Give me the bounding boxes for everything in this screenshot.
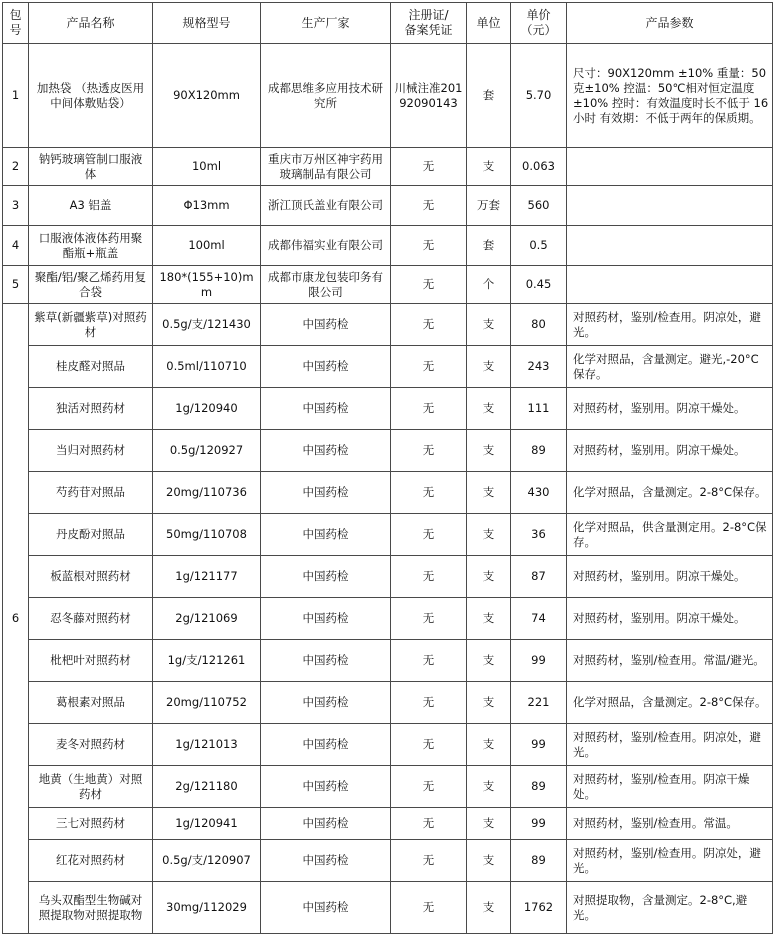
table-row bbox=[3, 766, 773, 808]
cell-spec: 50mg/110708 bbox=[153, 514, 261, 556]
cell-maker: 中国药检 bbox=[261, 514, 391, 556]
cell-unit: 支 bbox=[467, 388, 511, 430]
cell-maker: 中国药检 bbox=[261, 682, 391, 724]
cell-params: 化学对照品，含量测定。避光,-20°C保存。 bbox=[567, 346, 773, 388]
cell-spec: 2g/121180 bbox=[153, 766, 261, 808]
table-row bbox=[3, 556, 773, 598]
cell-cert: 无 bbox=[391, 682, 467, 724]
cell-name: 葛根素对照品 bbox=[29, 682, 153, 724]
cell-name: 红花对照药材 bbox=[29, 840, 153, 882]
table-row bbox=[3, 266, 773, 304]
cell-name: 地黄（生地黄）对照药材 bbox=[29, 766, 153, 808]
cell-name: 桂皮醛对照品 bbox=[29, 346, 153, 388]
cell-cert: 无 bbox=[391, 556, 467, 598]
cell-cert: 无 bbox=[391, 148, 467, 186]
table-row bbox=[3, 44, 773, 148]
table-row bbox=[3, 304, 773, 346]
cell-maker: 浙江顶氏盖业有限公司 bbox=[261, 186, 391, 226]
cell-params: 对照药材，鉴别用。阴凉干燥处。 bbox=[567, 556, 773, 598]
cell-name: 忍冬藤对照药材 bbox=[29, 598, 153, 640]
table-row bbox=[3, 186, 773, 226]
cell-maker: 中国药检 bbox=[261, 556, 391, 598]
cell-spec: 180*(155+10)mm bbox=[153, 266, 261, 304]
header-unit-label: 单位 bbox=[476, 15, 501, 30]
table-row bbox=[3, 598, 773, 640]
header-spec bbox=[153, 3, 261, 44]
cell-maker: 中国药检 bbox=[261, 346, 391, 388]
cell-price: 111 bbox=[511, 388, 567, 430]
cell-cert: 无 bbox=[391, 640, 467, 682]
cell-cert: 无 bbox=[391, 304, 467, 346]
cell-cert: 无 bbox=[391, 514, 467, 556]
cell-price: 87 bbox=[511, 556, 567, 598]
cell-unit: 支 bbox=[467, 346, 511, 388]
table-row bbox=[3, 388, 773, 430]
cell-maker: 中国药检 bbox=[261, 640, 391, 682]
cell-maker: 中国药检 bbox=[261, 840, 391, 882]
table-row bbox=[3, 226, 773, 266]
cell-params: 化学对照品，含量测定。2-8°C保存。 bbox=[567, 682, 773, 724]
cell-name: 芍药苷对照品 bbox=[29, 472, 153, 514]
cell-params: 对照药材，鉴别/检查用。阴凉干燥处。 bbox=[567, 766, 773, 808]
cell-name: 三七对照药材 bbox=[29, 808, 153, 840]
cell-name: 枇杷叶对照药材 bbox=[29, 640, 153, 682]
cell-spec: 20mg/110736 bbox=[153, 472, 261, 514]
cell-unit: 万套 bbox=[467, 186, 511, 226]
cell-spec: 0.5g/支/120907 bbox=[153, 840, 261, 882]
cell-cert: 无 bbox=[391, 724, 467, 766]
cell-name: 紫草(新疆紫草)对照药材 bbox=[29, 304, 153, 346]
header-unit bbox=[467, 3, 511, 44]
cell-cert: 无 bbox=[391, 430, 467, 472]
table-body bbox=[3, 44, 773, 934]
cell-price: 74 bbox=[511, 598, 567, 640]
header-params bbox=[567, 3, 773, 44]
cell-spec: 1g/120941 bbox=[153, 808, 261, 840]
header-params-label: 产品参数 bbox=[645, 15, 694, 30]
cell-price: 99 bbox=[511, 724, 567, 766]
cell-cert: 无 bbox=[391, 840, 467, 882]
header-price-label: 单价 （元） bbox=[520, 8, 557, 37]
cell-name: 乌头双酯型生物碱对照提取物对照提取物 bbox=[29, 882, 153, 934]
cell-unit: 支 bbox=[467, 556, 511, 598]
cell-price: 0.5 bbox=[511, 226, 567, 266]
cell-name: 麦冬对照药材 bbox=[29, 724, 153, 766]
cell-unit: 套 bbox=[467, 226, 511, 266]
cell-spec: 2g/121069 bbox=[153, 598, 261, 640]
table-row bbox=[3, 808, 773, 840]
table-row bbox=[3, 682, 773, 724]
table-row bbox=[3, 346, 773, 388]
cell-spec: 0.5ml/110710 bbox=[153, 346, 261, 388]
cell-spec: 1g/支/121261 bbox=[153, 640, 261, 682]
cell-price: 221 bbox=[511, 682, 567, 724]
header-name-label: 产品名称 bbox=[66, 15, 115, 30]
cell-price: 89 bbox=[511, 840, 567, 882]
cell-spec: 20mg/110752 bbox=[153, 682, 261, 724]
cell-params bbox=[567, 148, 773, 186]
cell-maker: 中国药检 bbox=[261, 430, 391, 472]
cell-spec: 0.5g/120927 bbox=[153, 430, 261, 472]
cell-spec: 30mg/112029 bbox=[153, 882, 261, 934]
cell-cert: 川械注准20192090143 bbox=[391, 44, 467, 148]
cell-name: 丹皮酚对照品 bbox=[29, 514, 153, 556]
cell-price: 99 bbox=[511, 808, 567, 840]
header-cert-label: 注册证/ 备案凭证 bbox=[404, 8, 453, 37]
cell-cert: 无 bbox=[391, 186, 467, 226]
cell-name: 独活对照药材 bbox=[29, 388, 153, 430]
cell-price: 89 bbox=[511, 430, 567, 472]
cell-unit: 支 bbox=[467, 808, 511, 840]
cell-params bbox=[567, 266, 773, 304]
table-row bbox=[3, 148, 773, 186]
cell-name: A3 铝盖 bbox=[29, 186, 153, 226]
table-row bbox=[3, 472, 773, 514]
cell-maker: 中国药检 bbox=[261, 304, 391, 346]
cell-unit: 支 bbox=[467, 148, 511, 186]
table-row bbox=[3, 430, 773, 472]
cell-unit: 支 bbox=[467, 304, 511, 346]
cell-params: 尺寸：90X120mm ±10% 重量：50克±10% 控温：50℃相对恒定温度±10% 控时：有效温度时长不低于 16 小时 有效期：不低于两年的保质期。 bbox=[567, 44, 773, 148]
cell-maker: 中国药检 bbox=[261, 882, 391, 934]
cell-unit: 个 bbox=[467, 266, 511, 304]
cell-maker: 中国药检 bbox=[261, 472, 391, 514]
header-spec-label: 规格型号 bbox=[182, 15, 231, 30]
cell-name: 板蓝根对照药材 bbox=[29, 556, 153, 598]
cell-cert: 无 bbox=[391, 346, 467, 388]
cell-spec: 1g/121013 bbox=[153, 724, 261, 766]
cell-params bbox=[567, 226, 773, 266]
cell-unit: 支 bbox=[467, 840, 511, 882]
cell-unit: 支 bbox=[467, 472, 511, 514]
cell-price: 0.45 bbox=[511, 266, 567, 304]
cell-price: 243 bbox=[511, 346, 567, 388]
cell-params: 对照药材，鉴别/检查用。阴凉处，避光。 bbox=[567, 304, 773, 346]
cell-price: 430 bbox=[511, 472, 567, 514]
cell-cert: 无 bbox=[391, 226, 467, 266]
cell-maker: 成都市康龙包装印务有限公司 bbox=[261, 266, 391, 304]
cell-price: 89 bbox=[511, 766, 567, 808]
cell-unit: 支 bbox=[467, 724, 511, 766]
cell-spec: 1g/121177 bbox=[153, 556, 261, 598]
cell-cert: 无 bbox=[391, 388, 467, 430]
cell-maker: 成都思维多应用技术研究所 bbox=[261, 44, 391, 148]
header-maker-label: 生产厂家 bbox=[301, 15, 350, 30]
cell-params: 对照提取物，含量测定。2-8°C,避光。 bbox=[567, 882, 773, 934]
cell-unit: 支 bbox=[467, 514, 511, 556]
cell-cert: 无 bbox=[391, 266, 467, 304]
cell-price: 80 bbox=[511, 304, 567, 346]
cell-params: 对照药材，鉴别用。阴凉干燥处。 bbox=[567, 598, 773, 640]
header-price bbox=[511, 3, 567, 44]
header-pkg bbox=[3, 3, 29, 44]
table-row bbox=[3, 514, 773, 556]
cell-unit: 支 bbox=[467, 430, 511, 472]
cell-params: 对照药材，鉴别/检查用。常温。 bbox=[567, 808, 773, 840]
cell-params: 化学对照品，供含量测定用。2-8°C保存。 bbox=[567, 514, 773, 556]
cell-price: 560 bbox=[511, 186, 567, 226]
cell-maker: 中国药检 bbox=[261, 766, 391, 808]
cell-unit: 支 bbox=[467, 598, 511, 640]
cell-name: 钠钙玻璃管制口服液体 bbox=[29, 148, 153, 186]
table-row bbox=[3, 882, 773, 934]
cell-params bbox=[567, 186, 773, 226]
cell-unit: 支 bbox=[467, 640, 511, 682]
cell-maker: 中国药检 bbox=[261, 598, 391, 640]
cell-params: 对照药材，鉴别/检查用。阴凉处，避光。 bbox=[567, 724, 773, 766]
cell-spec: 90X120mm bbox=[153, 44, 261, 148]
cell-name: 加热袋 （热透皮医用中间体敷贴袋） bbox=[29, 44, 153, 148]
cell-maker: 中国药检 bbox=[261, 724, 391, 766]
table-row bbox=[3, 724, 773, 766]
header-maker bbox=[261, 3, 391, 44]
cell-params: 对照药材，鉴别用。阴凉干燥处。 bbox=[567, 388, 773, 430]
cell-maker: 重庆市万州区神宇药用玻璃制品有限公司 bbox=[261, 148, 391, 186]
cell-name: 当归对照药材 bbox=[29, 430, 153, 472]
cell-price: 0.063 bbox=[511, 148, 567, 186]
cell-price: 1762 bbox=[511, 882, 567, 934]
cell-spec: Φ13mm bbox=[153, 186, 261, 226]
header-pkg-label: 包 号 bbox=[9, 8, 22, 37]
cell-unit: 支 bbox=[467, 682, 511, 724]
cell-pkg: 3 bbox=[3, 186, 29, 226]
header-name bbox=[29, 3, 153, 44]
cell-pkg: 5 bbox=[3, 266, 29, 304]
table-row bbox=[3, 640, 773, 682]
cell-pkg: 4 bbox=[3, 226, 29, 266]
cell-pkg: 2 bbox=[3, 148, 29, 186]
cell-name: 聚酯/铝/聚乙烯药用复合袋 bbox=[29, 266, 153, 304]
header-cert bbox=[391, 3, 467, 44]
cell-params: 对照药材，鉴别用。阴凉干燥处。 bbox=[567, 430, 773, 472]
cell-price: 5.70 bbox=[511, 44, 567, 148]
cell-pkg: 1 bbox=[3, 44, 29, 148]
cell-name: 口服液体液体药用聚酯瓶+瓶盖 bbox=[29, 226, 153, 266]
cell-params: 对照药材，鉴别/检查用。阴凉处，避光。 bbox=[567, 840, 773, 882]
cell-params: 对照药材，鉴别/检查用。常温/避光。 bbox=[567, 640, 773, 682]
cell-cert: 无 bbox=[391, 766, 467, 808]
cell-params: 化学对照品，含量测定。2-8°C保存。 bbox=[567, 472, 773, 514]
cell-unit: 支 bbox=[467, 766, 511, 808]
cell-maker: 中国药检 bbox=[261, 808, 391, 840]
table-row bbox=[3, 840, 773, 882]
cell-unit: 套 bbox=[467, 44, 511, 148]
cell-pkg: 6 bbox=[3, 304, 29, 934]
cell-unit: 支 bbox=[467, 882, 511, 934]
cell-cert: 无 bbox=[391, 808, 467, 840]
table-header bbox=[3, 3, 773, 44]
cell-maker: 中国药检 bbox=[261, 388, 391, 430]
cell-cert: 无 bbox=[391, 472, 467, 514]
cell-cert: 无 bbox=[391, 598, 467, 640]
cell-spec: 1g/120940 bbox=[153, 388, 261, 430]
product-table bbox=[2, 2, 773, 934]
cell-price: 36 bbox=[511, 514, 567, 556]
cell-maker: 成都伟福实业有限公司 bbox=[261, 226, 391, 266]
cell-spec: 0.5g/支/121430 bbox=[153, 304, 261, 346]
cell-price: 99 bbox=[511, 640, 567, 682]
cell-spec: 10ml bbox=[153, 148, 261, 186]
cell-cert: 无 bbox=[391, 882, 467, 934]
cell-spec: 100ml bbox=[153, 226, 261, 266]
